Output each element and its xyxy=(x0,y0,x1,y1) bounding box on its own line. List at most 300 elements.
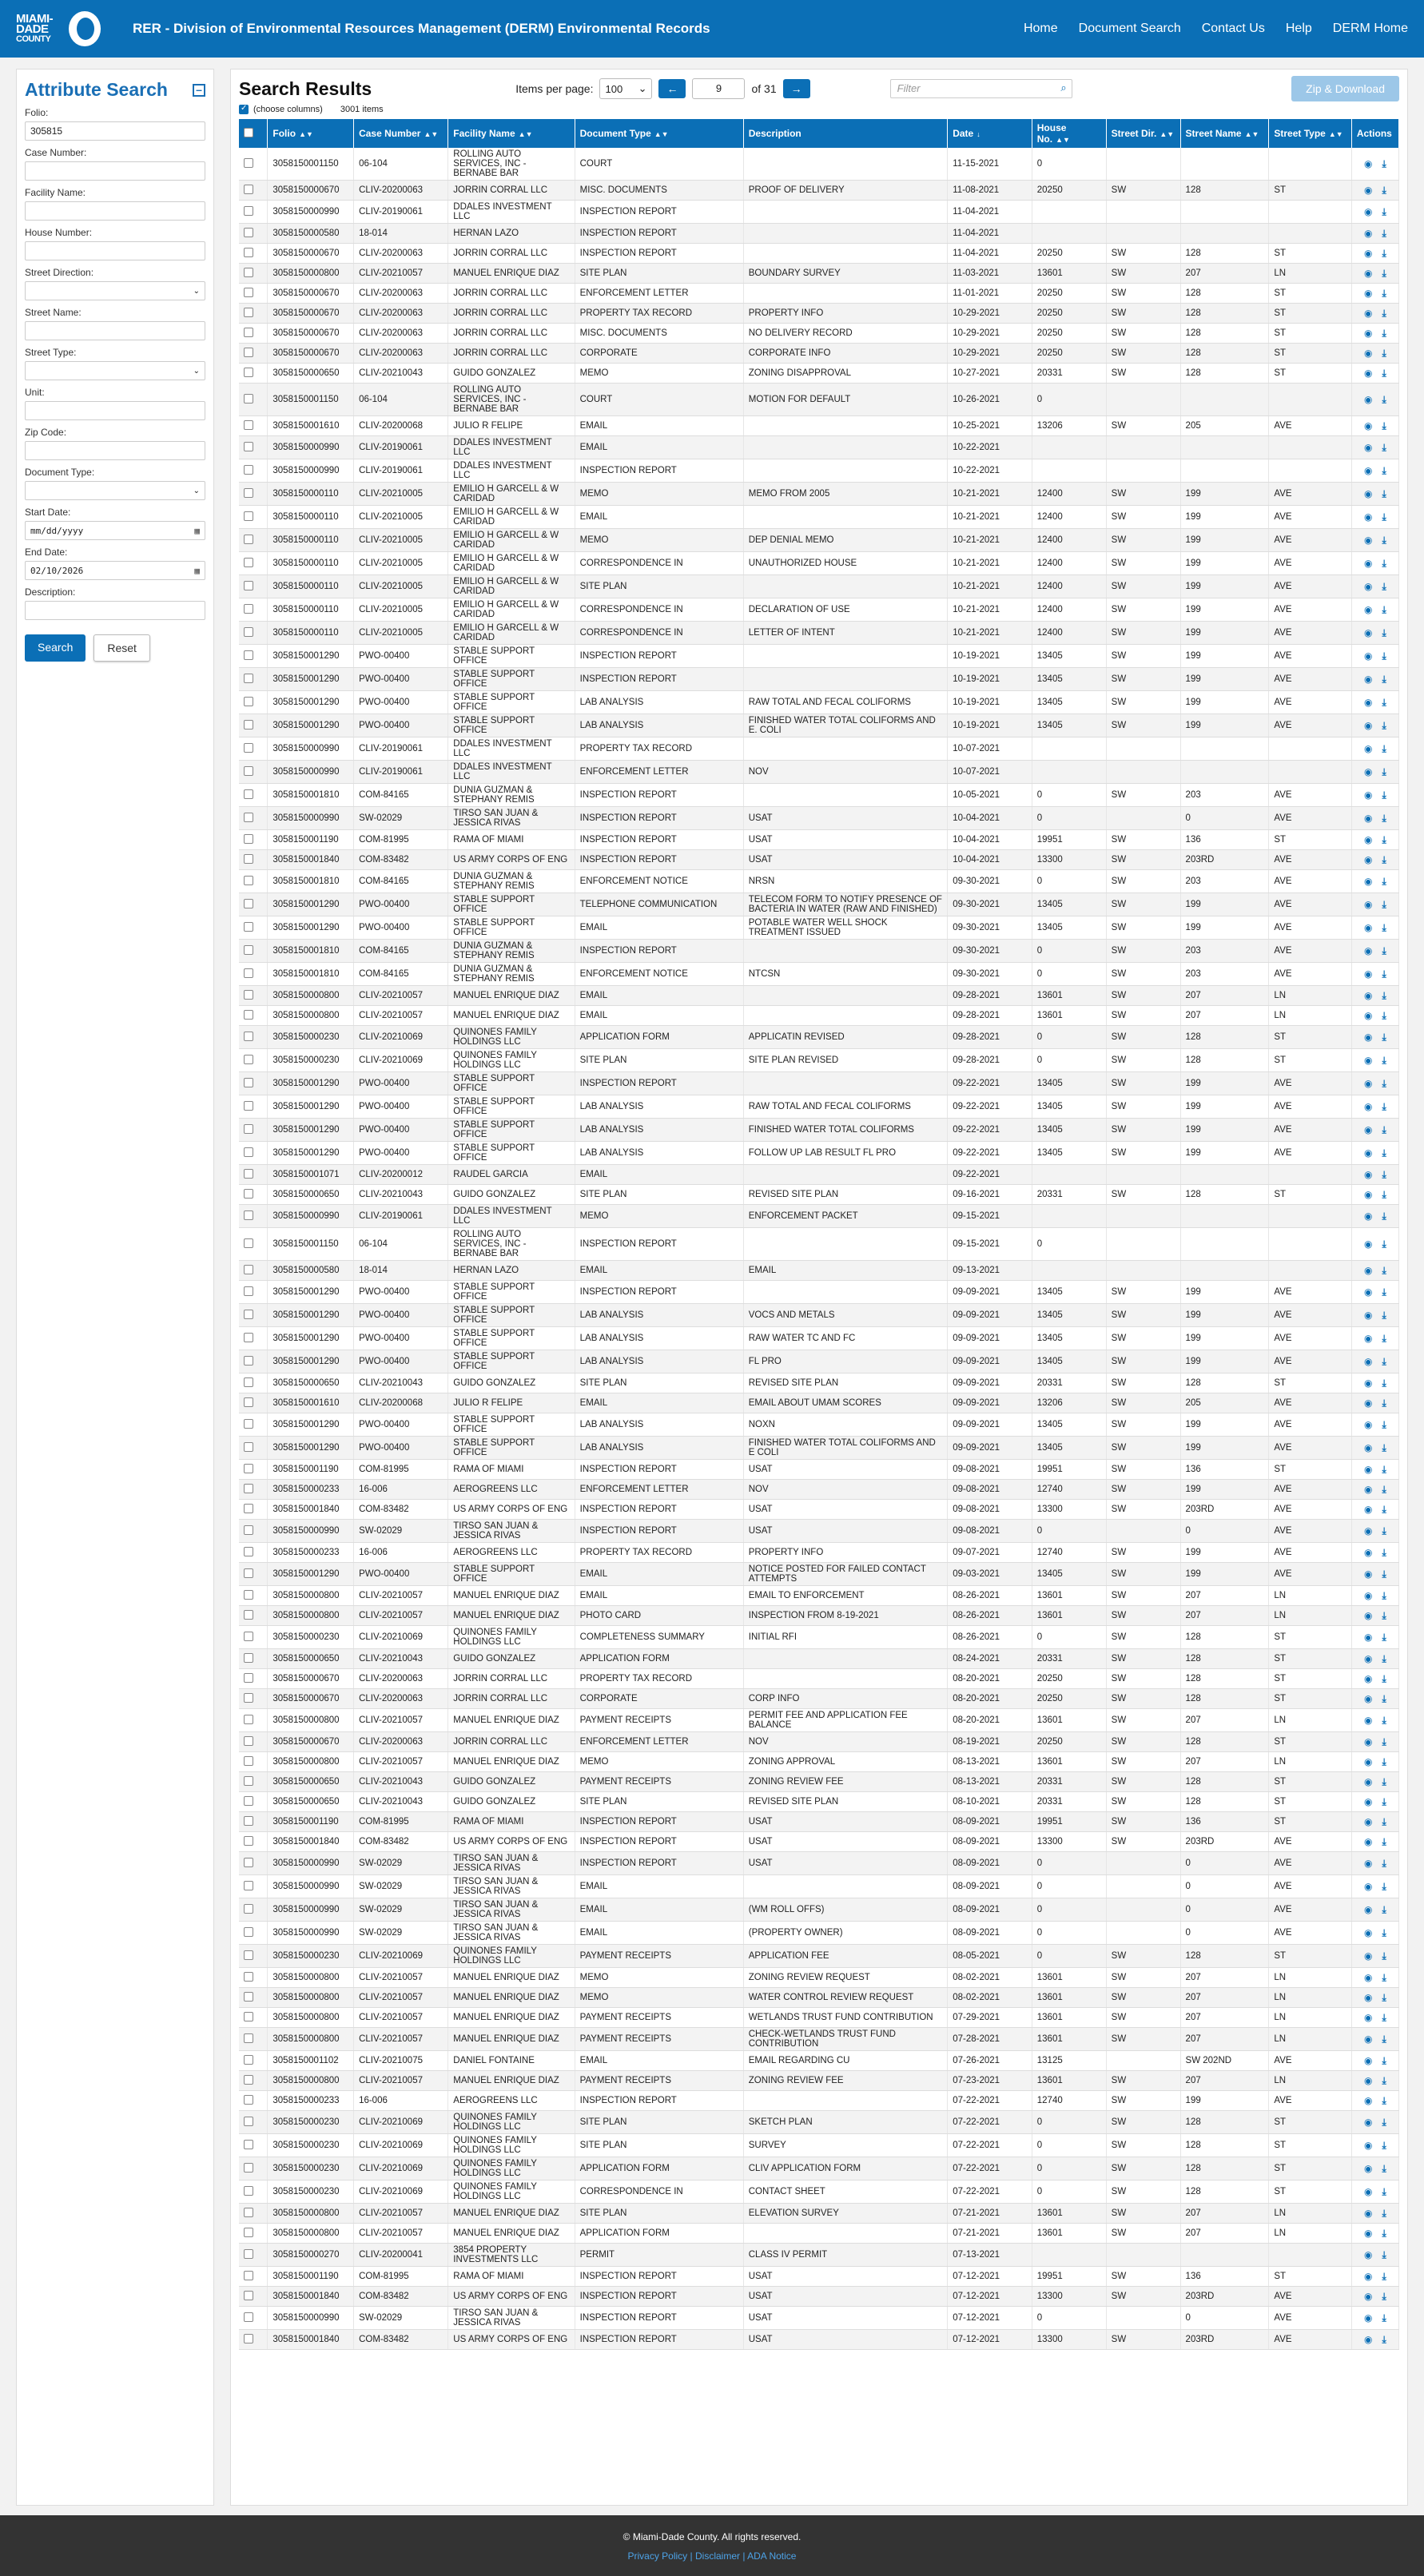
row-checkbox[interactable] xyxy=(244,876,253,885)
row-checkbox[interactable] xyxy=(244,1189,253,1199)
row-checkbox[interactable] xyxy=(244,1078,253,1087)
row-checkbox[interactable] xyxy=(244,2228,253,2237)
prev-page-button[interactable]: ← xyxy=(658,79,686,98)
view-icon[interactable]: ◉ xyxy=(1364,488,1373,499)
row-checkbox[interactable] xyxy=(244,2291,253,2300)
view-icon[interactable]: ◉ xyxy=(1364,899,1373,910)
download-icon[interactable]: ⤓ xyxy=(1382,1397,1386,1409)
row-checkbox[interactable] xyxy=(244,206,253,216)
row-checkbox[interactable] xyxy=(244,2334,253,2343)
row-checkbox[interactable] xyxy=(244,1310,253,1319)
row-checkbox[interactable] xyxy=(244,1836,253,1846)
view-icon[interactable]: ◉ xyxy=(1364,1377,1373,1389)
view-icon[interactable]: ◉ xyxy=(1364,2249,1373,2260)
download-icon[interactable]: ⤓ xyxy=(1382,1796,1386,1807)
street-name-input[interactable] xyxy=(25,321,205,340)
view-icon[interactable]: ◉ xyxy=(1364,288,1373,299)
view-icon[interactable]: ◉ xyxy=(1364,1124,1373,1135)
row-checkbox[interactable] xyxy=(244,945,253,955)
view-icon[interactable]: ◉ xyxy=(1364,1525,1373,1536)
col-description[interactable]: Description xyxy=(743,119,947,148)
download-icon[interactable]: ⤓ xyxy=(1382,1189,1386,1200)
download-icon[interactable]: ⤓ xyxy=(1382,627,1386,638)
row-checkbox[interactable] xyxy=(244,2012,253,2021)
view-icon[interactable]: ◉ xyxy=(1364,206,1373,217)
row-checkbox[interactable] xyxy=(244,1904,253,1914)
start-date-input[interactable] xyxy=(25,521,205,540)
row-checkbox[interactable] xyxy=(244,288,253,297)
download-icon[interactable]: ⤓ xyxy=(1382,2012,1386,2023)
view-icon[interactable]: ◉ xyxy=(1364,990,1373,1001)
download-icon[interactable]: ⤓ xyxy=(1382,308,1386,319)
row-checkbox[interactable] xyxy=(244,442,253,451)
row-checkbox[interactable] xyxy=(244,420,253,430)
row-checkbox[interactable] xyxy=(244,2117,253,2126)
view-icon[interactable]: ◉ xyxy=(1364,876,1373,887)
view-icon[interactable]: ◉ xyxy=(1364,1547,1373,1558)
view-icon[interactable]: ◉ xyxy=(1364,1055,1373,1066)
view-icon[interactable]: ◉ xyxy=(1364,1169,1373,1180)
view-icon[interactable]: ◉ xyxy=(1364,743,1373,754)
download-icon[interactable]: ⤓ xyxy=(1382,1442,1386,1453)
unit-input[interactable] xyxy=(25,401,205,420)
row-checkbox[interactable] xyxy=(244,2075,253,2085)
download-icon[interactable]: ⤓ xyxy=(1382,674,1386,685)
row-checkbox[interactable] xyxy=(244,2095,253,2105)
download-icon[interactable]: ⤓ xyxy=(1382,1610,1386,1621)
house-number-input[interactable] xyxy=(25,241,205,260)
view-icon[interactable]: ◉ xyxy=(1364,2271,1373,2282)
view-icon[interactable]: ◉ xyxy=(1364,604,1373,615)
row-checkbox[interactable] xyxy=(244,488,253,498)
row-checkbox[interactable] xyxy=(244,604,253,614)
download-icon[interactable]: ⤓ xyxy=(1382,2033,1386,2045)
items-per-page-select[interactable] xyxy=(599,78,652,99)
view-icon[interactable]: ◉ xyxy=(1364,968,1373,980)
download-icon[interactable]: ⤓ xyxy=(1382,2117,1386,2128)
download-icon[interactable]: ⤓ xyxy=(1382,2312,1386,2324)
nav-help[interactable]: Help xyxy=(1285,22,1312,35)
row-checkbox[interactable] xyxy=(244,1673,253,1683)
view-icon[interactable]: ◉ xyxy=(1364,1736,1373,1747)
row-checkbox[interactable] xyxy=(244,854,253,864)
view-icon[interactable]: ◉ xyxy=(1364,1992,1373,2003)
street-direction-select[interactable] xyxy=(25,281,205,300)
row-checkbox[interactable] xyxy=(244,1377,253,1387)
download-icon[interactable]: ⤓ xyxy=(1382,442,1386,453)
row-checkbox[interactable] xyxy=(244,2249,253,2259)
row-checkbox[interactable] xyxy=(244,1504,253,1513)
row-checkbox[interactable] xyxy=(244,697,253,706)
row-checkbox[interactable] xyxy=(244,990,253,1000)
view-icon[interactable]: ◉ xyxy=(1364,2140,1373,2151)
row-checkbox[interactable] xyxy=(244,2140,253,2149)
download-icon[interactable]: ⤓ xyxy=(1382,2163,1386,2174)
row-checkbox[interactable] xyxy=(244,1169,253,1179)
download-icon[interactable]: ⤓ xyxy=(1382,1881,1386,1892)
download-icon[interactable]: ⤓ xyxy=(1382,2075,1386,2086)
view-icon[interactable]: ◉ xyxy=(1364,2291,1373,2302)
download-icon[interactable]: ⤓ xyxy=(1382,720,1386,731)
view-icon[interactable]: ◉ xyxy=(1364,2334,1373,2345)
row-checkbox[interactable] xyxy=(244,1333,253,1342)
download-icon[interactable]: ⤓ xyxy=(1382,248,1386,259)
view-icon[interactable]: ◉ xyxy=(1364,789,1373,801)
nav-contact-us[interactable]: Contact Us xyxy=(1201,22,1265,35)
download-icon[interactable]: ⤓ xyxy=(1382,1632,1386,1643)
view-icon[interactable]: ◉ xyxy=(1364,1397,1373,1409)
view-icon[interactable]: ◉ xyxy=(1364,1286,1373,1298)
row-checkbox[interactable] xyxy=(244,368,253,377)
ada-notice-link[interactable]: ADA Notice xyxy=(747,2550,797,2562)
zip-download-button[interactable]: Zip & Download xyxy=(1291,76,1399,101)
view-icon[interactable]: ◉ xyxy=(1364,1816,1373,1827)
row-checkbox[interactable] xyxy=(244,1286,253,1296)
download-icon[interactable]: ⤓ xyxy=(1382,2095,1386,2106)
view-icon[interactable]: ◉ xyxy=(1364,511,1373,523)
filter-input[interactable] xyxy=(890,79,1072,98)
row-checkbox[interactable] xyxy=(244,1992,253,2002)
download-icon[interactable]: ⤓ xyxy=(1382,1032,1386,1043)
row-checkbox[interactable] xyxy=(244,1147,253,1157)
nav-home[interactable]: Home xyxy=(1023,22,1058,35)
next-page-button[interactable]: → xyxy=(783,79,810,98)
view-icon[interactable]: ◉ xyxy=(1364,1147,1373,1159)
row-checkbox[interactable] xyxy=(244,535,253,544)
row-checkbox[interactable] xyxy=(244,558,253,567)
row-checkbox[interactable] xyxy=(244,968,253,978)
view-icon[interactable]: ◉ xyxy=(1364,1972,1373,1983)
col-document-type[interactable]: Document Type ▲▼ xyxy=(575,119,743,148)
row-checkbox[interactable] xyxy=(244,268,253,277)
download-icon[interactable]: ⤓ xyxy=(1382,1310,1386,1321)
download-icon[interactable]: ⤓ xyxy=(1382,2334,1386,2345)
download-icon[interactable]: ⤓ xyxy=(1382,394,1386,405)
download-icon[interactable]: ⤓ xyxy=(1382,922,1386,933)
view-icon[interactable]: ◉ xyxy=(1364,2012,1373,2023)
download-icon[interactable]: ⤓ xyxy=(1382,834,1386,845)
view-icon[interactable]: ◉ xyxy=(1364,465,1373,476)
row-checkbox[interactable] xyxy=(244,328,253,337)
download-icon[interactable]: ⤓ xyxy=(1382,488,1386,499)
row-checkbox[interactable] xyxy=(244,789,253,799)
download-icon[interactable]: ⤓ xyxy=(1382,990,1386,1001)
folio-input[interactable]: 305815 xyxy=(25,121,205,141)
view-icon[interactable]: ◉ xyxy=(1364,1464,1373,1475)
reset-button[interactable]: Reset xyxy=(93,634,150,662)
view-icon[interactable]: ◉ xyxy=(1364,1356,1373,1367)
download-icon[interactable]: ⤓ xyxy=(1382,945,1386,956)
view-icon[interactable]: ◉ xyxy=(1364,650,1373,662)
row-checkbox[interactable] xyxy=(244,1124,253,1134)
row-checkbox[interactable] xyxy=(244,2271,253,2280)
view-icon[interactable]: ◉ xyxy=(1364,442,1373,453)
view-icon[interactable]: ◉ xyxy=(1364,158,1373,169)
facility-name-input[interactable] xyxy=(25,201,205,221)
row-checkbox[interactable] xyxy=(244,650,253,660)
row-checkbox[interactable] xyxy=(244,813,253,822)
download-icon[interactable]: ⤓ xyxy=(1382,1858,1386,1869)
col-street-type[interactable]: Street Type ▲▼ xyxy=(1269,119,1351,148)
row-checkbox[interactable] xyxy=(244,674,253,683)
row-checkbox[interactable] xyxy=(244,1950,253,1960)
view-icon[interactable]: ◉ xyxy=(1364,394,1373,405)
row-checkbox[interactable] xyxy=(244,1032,253,1041)
download-icon[interactable]: ⤓ xyxy=(1382,1356,1386,1367)
download-icon[interactable]: ⤓ xyxy=(1382,1693,1386,1704)
row-checkbox[interactable] xyxy=(244,2055,253,2065)
download-icon[interactable]: ⤓ xyxy=(1382,2140,1386,2151)
search-icon[interactable]: ⌕ xyxy=(1060,81,1067,93)
col-facility-name[interactable]: Facility Name ▲▼ xyxy=(448,119,575,148)
download-icon[interactable]: ⤓ xyxy=(1382,876,1386,887)
download-icon[interactable]: ⤓ xyxy=(1382,1568,1386,1580)
col-case-number[interactable]: Case Number ▲▼ xyxy=(354,119,448,148)
col-folio[interactable]: Folio ▲▼ xyxy=(268,119,354,148)
view-icon[interactable]: ◉ xyxy=(1364,854,1373,865)
view-icon[interactable]: ◉ xyxy=(1364,834,1373,845)
download-icon[interactable]: ⤓ xyxy=(1382,1715,1386,1726)
choose-columns-checkbox[interactable] xyxy=(239,105,249,114)
row-checkbox[interactable] xyxy=(244,1927,253,1937)
download-icon[interactable]: ⤓ xyxy=(1382,348,1386,359)
view-icon[interactable]: ◉ xyxy=(1364,2228,1373,2239)
download-icon[interactable]: ⤓ xyxy=(1382,2208,1386,2219)
row-checkbox[interactable] xyxy=(244,899,253,908)
download-icon[interactable]: ⤓ xyxy=(1382,2228,1386,2239)
download-icon[interactable]: ⤓ xyxy=(1382,581,1386,592)
view-icon[interactable]: ◉ xyxy=(1364,308,1373,319)
row-checkbox[interactable] xyxy=(244,1796,253,1806)
description-input[interactable] xyxy=(25,601,205,620)
download-icon[interactable]: ⤓ xyxy=(1382,697,1386,708)
view-icon[interactable]: ◉ xyxy=(1364,1010,1373,1021)
view-icon[interactable]: ◉ xyxy=(1364,813,1373,824)
download-icon[interactable]: ⤓ xyxy=(1382,185,1386,196)
row-checkbox[interactable] xyxy=(244,1693,253,1703)
view-icon[interactable]: ◉ xyxy=(1364,627,1373,638)
download-icon[interactable]: ⤓ xyxy=(1382,1950,1386,1962)
row-checkbox[interactable] xyxy=(244,1881,253,1890)
view-icon[interactable]: ◉ xyxy=(1364,2312,1373,2324)
calendar-icon[interactable]: ▦ xyxy=(194,525,200,536)
download-icon[interactable]: ⤓ xyxy=(1382,1419,1386,1430)
choose-columns-link[interactable]: (choose columns) xyxy=(253,105,323,114)
view-icon[interactable]: ◉ xyxy=(1364,922,1373,933)
view-icon[interactable]: ◉ xyxy=(1364,1333,1373,1344)
download-icon[interactable]: ⤓ xyxy=(1382,854,1386,865)
zip-code-input[interactable] xyxy=(25,441,205,460)
collapse-icon[interactable]: – xyxy=(193,84,205,97)
download-icon[interactable]: ⤓ xyxy=(1382,1547,1386,1558)
download-icon[interactable]: ⤓ xyxy=(1382,650,1386,662)
view-icon[interactable]: ◉ xyxy=(1364,328,1373,339)
view-icon[interactable]: ◉ xyxy=(1364,268,1373,279)
download-icon[interactable]: ⤓ xyxy=(1382,268,1386,279)
download-icon[interactable]: ⤓ xyxy=(1382,789,1386,801)
download-icon[interactable]: ⤓ xyxy=(1382,2055,1386,2066)
row-checkbox[interactable] xyxy=(244,1756,253,1766)
view-icon[interactable]: ◉ xyxy=(1364,1858,1373,1869)
view-icon[interactable]: ◉ xyxy=(1364,1310,1373,1321)
view-icon[interactable]: ◉ xyxy=(1364,1904,1373,1915)
download-icon[interactable]: ⤓ xyxy=(1382,1210,1386,1222)
download-icon[interactable]: ⤓ xyxy=(1382,1736,1386,1747)
view-icon[interactable]: ◉ xyxy=(1364,1673,1373,1684)
row-checkbox[interactable] xyxy=(244,1464,253,1473)
view-icon[interactable]: ◉ xyxy=(1364,2117,1373,2128)
download-icon[interactable]: ⤓ xyxy=(1382,1010,1386,1021)
row-checkbox[interactable] xyxy=(244,1210,253,1220)
view-icon[interactable]: ◉ xyxy=(1364,1419,1373,1430)
download-icon[interactable]: ⤓ xyxy=(1382,558,1386,569)
download-icon[interactable]: ⤓ xyxy=(1382,511,1386,523)
download-icon[interactable]: ⤓ xyxy=(1382,743,1386,754)
page-number-input[interactable]: 9 xyxy=(692,78,745,99)
download-icon[interactable]: ⤓ xyxy=(1382,1992,1386,2003)
row-checkbox[interactable] xyxy=(244,1568,253,1578)
view-icon[interactable]: ◉ xyxy=(1364,2186,1373,2197)
download-icon[interactable]: ⤓ xyxy=(1382,2186,1386,2197)
view-icon[interactable]: ◉ xyxy=(1364,674,1373,685)
col-street-name[interactable]: Street Name ▲▼ xyxy=(1180,119,1269,148)
view-icon[interactable]: ◉ xyxy=(1364,1189,1373,1200)
row-checkbox[interactable] xyxy=(244,2163,253,2173)
row-checkbox[interactable] xyxy=(244,394,253,403)
row-checkbox[interactable] xyxy=(244,2208,253,2217)
row-checkbox[interactable] xyxy=(244,2312,253,2322)
row-checkbox[interactable] xyxy=(244,2186,253,2196)
download-icon[interactable]: ⤓ xyxy=(1382,813,1386,824)
row-checkbox[interactable] xyxy=(244,185,253,194)
view-icon[interactable]: ◉ xyxy=(1364,1881,1373,1892)
download-icon[interactable]: ⤓ xyxy=(1382,1333,1386,1344)
row-checkbox[interactable] xyxy=(244,1265,253,1274)
row-checkbox[interactable] xyxy=(244,1055,253,1064)
row-checkbox[interactable] xyxy=(244,1010,253,1020)
row-checkbox[interactable] xyxy=(244,511,253,521)
row-checkbox[interactable] xyxy=(244,922,253,932)
row-checkbox[interactable] xyxy=(244,1715,253,1724)
view-icon[interactable]: ◉ xyxy=(1364,1927,1373,1938)
row-checkbox[interactable] xyxy=(244,1397,253,1407)
view-icon[interactable]: ◉ xyxy=(1364,1504,1373,1515)
row-checkbox[interactable] xyxy=(244,766,253,776)
row-checkbox[interactable] xyxy=(244,348,253,357)
view-icon[interactable]: ◉ xyxy=(1364,1484,1373,1495)
street-type-select[interactable] xyxy=(25,361,205,380)
row-checkbox[interactable] xyxy=(244,465,253,475)
view-icon[interactable]: ◉ xyxy=(1364,766,1373,777)
download-icon[interactable]: ⤓ xyxy=(1382,158,1386,169)
download-icon[interactable]: ⤓ xyxy=(1382,288,1386,299)
view-icon[interactable]: ◉ xyxy=(1364,228,1373,239)
row-checkbox[interactable] xyxy=(244,743,253,753)
download-icon[interactable]: ⤓ xyxy=(1382,1836,1386,1847)
download-icon[interactable]: ⤓ xyxy=(1382,1653,1386,1664)
row-checkbox[interactable] xyxy=(244,248,253,257)
row-checkbox[interactable] xyxy=(244,158,253,168)
download-icon[interactable]: ⤓ xyxy=(1382,1169,1386,1180)
download-icon[interactable]: ⤓ xyxy=(1382,899,1386,910)
download-icon[interactable]: ⤓ xyxy=(1382,1904,1386,1915)
download-icon[interactable]: ⤓ xyxy=(1382,1238,1386,1250)
view-icon[interactable]: ◉ xyxy=(1364,1568,1373,1580)
row-checkbox[interactable] xyxy=(244,1776,253,1786)
county-logo[interactable] xyxy=(16,7,101,50)
row-checkbox[interactable] xyxy=(244,627,253,637)
download-icon[interactable]: ⤓ xyxy=(1382,1816,1386,1827)
row-checkbox[interactable] xyxy=(244,1238,253,1248)
row-checkbox[interactable] xyxy=(244,308,253,317)
row-checkbox[interactable] xyxy=(244,1356,253,1366)
download-icon[interactable]: ⤓ xyxy=(1382,604,1386,615)
download-icon[interactable]: ⤓ xyxy=(1382,1265,1386,1276)
view-icon[interactable]: ◉ xyxy=(1364,2075,1373,2086)
download-icon[interactable]: ⤓ xyxy=(1382,368,1386,379)
view-icon[interactable]: ◉ xyxy=(1364,1756,1373,1767)
view-icon[interactable]: ◉ xyxy=(1364,1265,1373,1276)
download-icon[interactable]: ⤓ xyxy=(1382,228,1386,239)
download-icon[interactable]: ⤓ xyxy=(1382,1776,1386,1787)
view-icon[interactable]: ◉ xyxy=(1364,1442,1373,1453)
view-icon[interactable]: ◉ xyxy=(1364,2033,1373,2045)
download-icon[interactable]: ⤓ xyxy=(1382,420,1386,431)
download-icon[interactable]: ⤓ xyxy=(1382,1927,1386,1938)
col-street-dir[interactable]: Street Dir. ▲▼ xyxy=(1106,119,1180,148)
row-checkbox[interactable] xyxy=(244,1653,253,1663)
row-checkbox[interactable] xyxy=(244,1610,253,1620)
nav-derm-home[interactable]: DERM Home xyxy=(1332,22,1408,35)
end-date-input[interactable] xyxy=(25,561,205,580)
view-icon[interactable]: ◉ xyxy=(1364,1078,1373,1089)
view-icon[interactable]: ◉ xyxy=(1364,2095,1373,2106)
view-icon[interactable]: ◉ xyxy=(1364,1032,1373,1043)
view-icon[interactable]: ◉ xyxy=(1364,348,1373,359)
download-icon[interactable]: ⤓ xyxy=(1382,465,1386,476)
row-checkbox[interactable] xyxy=(244,228,253,237)
col-house-no[interactable]: House No. ▲▼ xyxy=(1032,119,1106,148)
row-checkbox[interactable] xyxy=(244,581,253,590)
view-icon[interactable]: ◉ xyxy=(1364,1590,1373,1601)
row-checkbox[interactable] xyxy=(244,1442,253,1452)
download-icon[interactable]: ⤓ xyxy=(1382,328,1386,339)
view-icon[interactable]: ◉ xyxy=(1364,697,1373,708)
download-icon[interactable]: ⤓ xyxy=(1382,1484,1386,1495)
nav-document-search[interactable]: Document Search xyxy=(1078,22,1181,35)
row-checkbox[interactable] xyxy=(244,1736,253,1746)
view-icon[interactable]: ◉ xyxy=(1364,1693,1373,1704)
row-checkbox[interactable] xyxy=(244,1590,253,1600)
view-icon[interactable]: ◉ xyxy=(1364,1836,1373,1847)
download-icon[interactable]: ⤓ xyxy=(1382,1972,1386,1983)
row-checkbox[interactable] xyxy=(244,1972,253,1982)
row-checkbox[interactable] xyxy=(244,1419,253,1429)
download-icon[interactable]: ⤓ xyxy=(1382,1590,1386,1601)
privacy-policy-link[interactable]: Privacy Policy xyxy=(627,2550,688,2562)
view-icon[interactable]: ◉ xyxy=(1364,535,1373,546)
download-icon[interactable]: ⤓ xyxy=(1382,1377,1386,1389)
view-icon[interactable]: ◉ xyxy=(1364,1950,1373,1962)
search-button[interactable]: Search xyxy=(25,634,86,662)
calendar-icon[interactable]: ▦ xyxy=(194,565,200,576)
view-icon[interactable]: ◉ xyxy=(1364,2055,1373,2066)
download-icon[interactable]: ⤓ xyxy=(1382,766,1386,777)
view-icon[interactable]: ◉ xyxy=(1364,720,1373,731)
row-checkbox[interactable] xyxy=(244,1632,253,1641)
view-icon[interactable]: ◉ xyxy=(1364,558,1373,569)
row-checkbox[interactable] xyxy=(244,1484,253,1493)
